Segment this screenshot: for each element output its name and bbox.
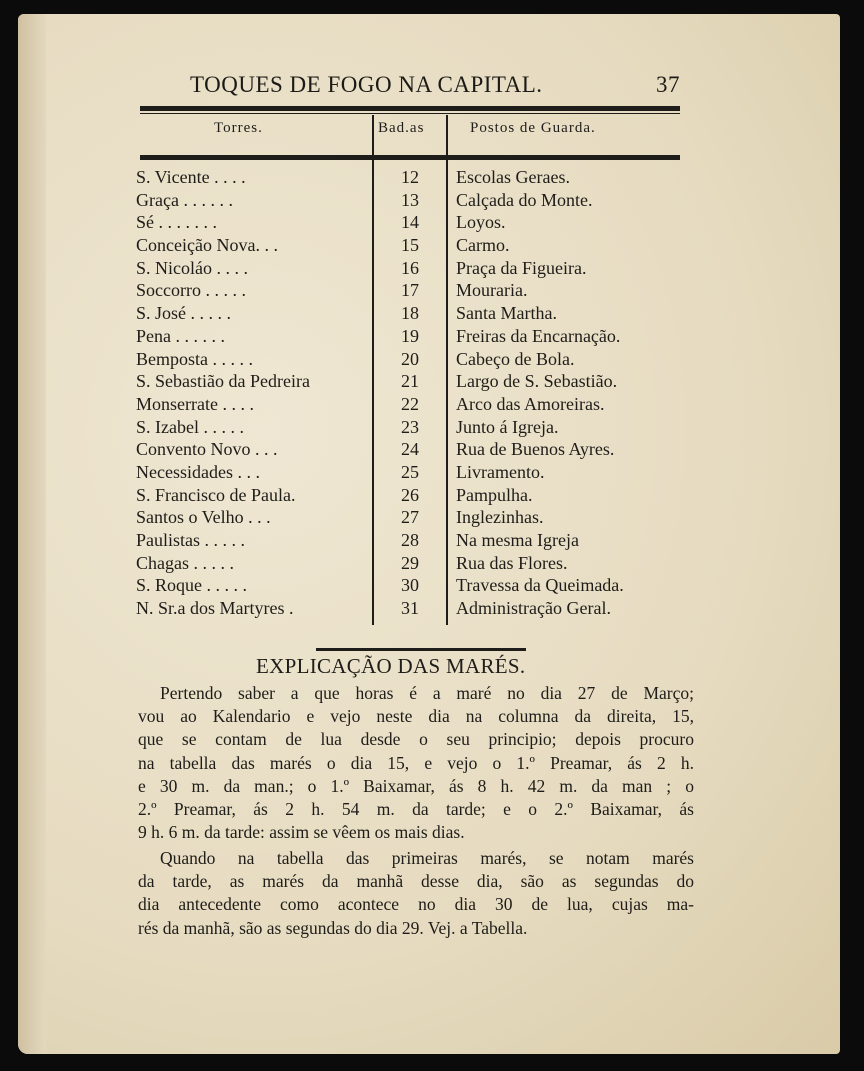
tower-name: Bemposta . . . . .	[136, 348, 253, 369]
bell-count: 17	[401, 280, 419, 301]
tower-name: Sé . . . . . . .	[136, 212, 217, 233]
bell-count: 19	[401, 325, 419, 346]
table-row	[136, 484, 696, 507]
table-row	[136, 189, 696, 212]
tower-name: Santos o Velho . . .	[136, 507, 271, 528]
column-header-posts: Postos de Guarda.	[470, 120, 596, 136]
guard-post: Cabeço de Bola.	[456, 348, 575, 369]
guard-post: Carmo.	[456, 235, 510, 256]
table-row	[136, 393, 696, 416]
table-row	[136, 506, 696, 529]
table-row	[136, 461, 696, 484]
table-row	[136, 166, 696, 189]
guard-post: Mouraria.	[456, 280, 528, 301]
guard-post: Rua de Buenos Ayres.	[456, 439, 615, 460]
explanation-title: EXPLICAÇÃO DAS MARÉS.	[256, 654, 526, 678]
guard-post: Escolas Geraes.	[456, 167, 570, 187]
guard-post: Largo de S. Sebastião.	[456, 371, 618, 392]
table-row	[136, 370, 696, 393]
header-rule-top-thin	[140, 113, 680, 114]
explanation-paragraph-1	[138, 682, 694, 844]
toques-table	[136, 166, 696, 620]
tower-name: S. José . . . . .	[136, 303, 232, 324]
guard-post: Calçada do Monte.	[456, 189, 593, 210]
text-line: que se contam de lua desde o seu principio; depois procuro	[138, 729, 694, 750]
table-row	[136, 348, 696, 371]
tower-name: Pena . . . . . .	[136, 325, 225, 346]
table-row	[136, 279, 696, 302]
tower-name: S. Vicente . . . .	[136, 167, 246, 187]
table-row	[136, 211, 696, 234]
table-row	[136, 416, 696, 439]
page-title: TOQUES DE FOGO NA CAPITAL.	[190, 72, 543, 97]
guard-post: Inglezinhas.	[456, 507, 544, 528]
guard-post: Praça da Figueira.	[456, 257, 587, 278]
tower-name: Soccorro . . . . .	[136, 280, 246, 301]
explanation-paragraph-2	[138, 847, 694, 940]
header-rule-bottom	[140, 155, 680, 160]
bell-count: 15	[401, 235, 419, 256]
bell-count: 31	[401, 598, 419, 619]
tower-name: S. Sebastião da Pedreira	[136, 371, 310, 392]
tower-name: Convento Novo . . .	[136, 439, 278, 460]
guard-post: Junto á Igreja.	[456, 416, 559, 437]
text-line: 9 h. 6 m. da tarde: assim se vêem os mais dias.	[138, 822, 465, 843]
guard-post: Na mesma Igreja	[456, 530, 579, 550]
section-rule	[316, 648, 526, 651]
table-row	[136, 552, 696, 575]
bell-count: 23	[401, 416, 419, 437]
bell-count: 26	[401, 484, 419, 505]
tower-name: Conceição Nova. . .	[136, 235, 278, 256]
table-row	[136, 438, 696, 461]
bell-count: 29	[401, 552, 419, 573]
bell-count: 18	[401, 303, 419, 324]
text-line: Pertendo saber a que horas é a maré no dia 27 de Março;	[160, 683, 694, 703]
guard-post: Loyos.	[456, 212, 506, 233]
tower-name: N. Sr.a dos Martyres .	[136, 598, 294, 619]
text-line: na tabella das marés o dia 15, e vejo o 1.º Preamar, ás 2 h.	[138, 752, 694, 773]
bell-count: 14	[401, 212, 419, 233]
bell-count: 28	[401, 530, 419, 550]
table-row	[136, 302, 696, 325]
bell-count: 27	[401, 507, 419, 528]
guard-post: Freiras da Encarnação.	[456, 325, 621, 346]
text-line: rés da manhã, são as segundas do dia 29. Vej. a Tabella.	[138, 917, 528, 938]
guard-post: Administração Geral.	[456, 598, 611, 619]
tower-name: S. Izabel . . . . .	[136, 416, 244, 437]
guard-post: Rua das Flores.	[456, 552, 568, 573]
tower-name: S. Francisco de Paula.	[136, 484, 296, 505]
text-line: vou ao Kalendario e vejo neste dia na columna da direita, 15,	[138, 706, 694, 727]
bell-count: 24	[401, 439, 419, 460]
guard-post: Santa Martha.	[456, 303, 557, 324]
guard-post: Livramento.	[456, 461, 545, 482]
bell-count: 25	[401, 461, 419, 482]
table-row	[136, 574, 696, 597]
tower-name: Chagas . . . . .	[136, 552, 234, 573]
guard-post: Pampulha.	[456, 484, 533, 505]
column-header-count: Bad.as	[378, 120, 425, 136]
tower-name: Graça . . . . . .	[136, 189, 233, 210]
table-row	[136, 325, 696, 348]
tower-name: Necessidades . . .	[136, 461, 260, 482]
text-line: Quando na tabella das primeiras marés, se notam marés	[160, 848, 694, 868]
text-line: e 30 m. da man.; o 1.º Baixamar, ás 8 h. 42 m. da man ; o	[138, 775, 694, 796]
table-row	[136, 257, 696, 280]
guard-post: Travessa da Queimada.	[456, 575, 624, 596]
guard-post: Arco das Amoreiras.	[456, 393, 605, 414]
bell-count: 21	[401, 371, 419, 392]
table-row	[136, 529, 696, 552]
text-line: da tarde, as marés da manhã desse dia, são as segundas do	[138, 871, 694, 892]
tower-name: S. Nicoláo . . . .	[136, 257, 248, 278]
table-row	[136, 234, 696, 257]
text-line: dia antecedente como acontece no dia 30 de lua, cujas ma-	[138, 894, 694, 915]
bell-count: 30	[401, 575, 419, 596]
text-line: 2.º Preamar, ás 2 h. 54 m. da tarde; e o 2.º Baixamar, ás	[138, 799, 694, 820]
table-row	[136, 597, 696, 620]
tower-name: Monserrate . . . .	[136, 393, 254, 414]
bell-count: 20	[401, 348, 419, 369]
page-header	[190, 72, 690, 98]
page-number: 37	[656, 72, 680, 97]
bell-count: 12	[401, 167, 419, 187]
column-header-towers: Torres.	[214, 120, 263, 136]
header-rule-top	[140, 106, 680, 111]
tower-name: S. Roque . . . . .	[136, 575, 248, 596]
bell-count: 22	[401, 393, 419, 414]
tower-name: Paulistas . . . . .	[136, 530, 246, 550]
page-binding-shadow	[18, 14, 46, 1054]
bell-count: 13	[401, 189, 419, 210]
bell-count: 16	[401, 257, 419, 278]
